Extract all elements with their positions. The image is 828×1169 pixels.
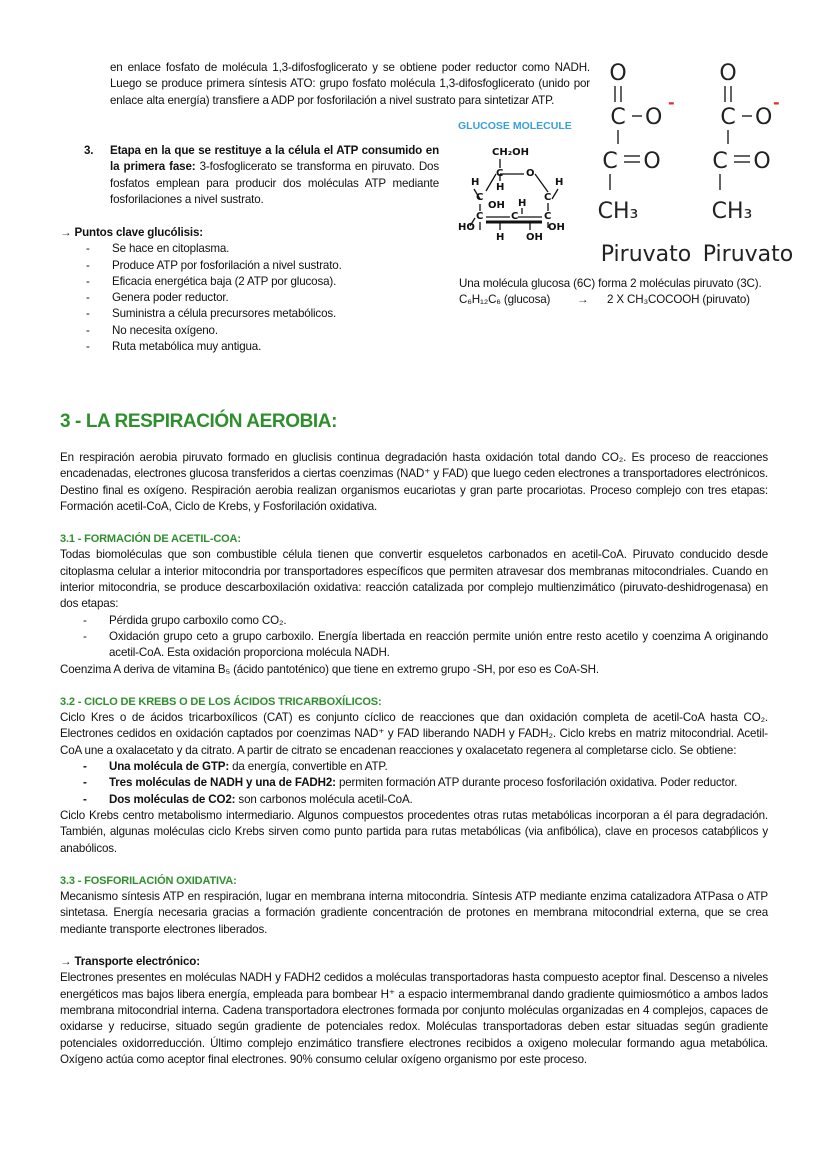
key-points-list xyxy=(86,241,390,355)
hydrogen-label: H xyxy=(518,198,527,209)
carbon-label: C xyxy=(720,105,736,130)
glucose-bonds xyxy=(456,118,591,258)
caption-line-2 xyxy=(459,292,799,308)
list-item: - Produce ATP por fosforilación a nivel sustrato. xyxy=(86,258,390,274)
methyl-label: CH₃ xyxy=(597,199,639,224)
oxygen-label: O xyxy=(645,105,663,130)
electron-transport-title: → Transporte electrónico: xyxy=(60,955,200,969)
electron-transport-paragraph: Electrones presentes en moléculas NADH y FADH2 cedidos a moléculas transportadoras hasta compuesto aceptor final. Descenso a niveles energéticos mas bajos libera energía, empleada para bombear H⁺ a espacio intermembranal dando gradiente quimiosmótico a ambos lados membrana mitocondrial interna. Cadena transportadora electrones formada por conjunto moléculas organizadas en 4 complejos, capaces de oxidarse y reducirse, situado según gradiente de potenciales redox. Moléculas transportadoras deben estar situadas según gradiente potenciales oxidorreducción. Último complejo enzimático transfiere electrones recibidos a oxigeno molecular formando agua metabólica. Oxígeno actúa como aceptor final electrones. 90% consumo celular oxígeno organismo por este proceso. xyxy=(60,971,768,1066)
list-item: - Ruta metabólica muy antigua. xyxy=(86,339,390,355)
carbon-label: C xyxy=(544,211,552,222)
oxygen-label: O xyxy=(643,149,661,174)
list-item: - Genera poder reductor. xyxy=(86,290,390,306)
carbon-label: C xyxy=(476,211,484,222)
hydroxyl-label: OH xyxy=(526,232,543,243)
hydrogen-label: H xyxy=(496,232,505,243)
list-item: - Suministra a célula precursores metabólicos. xyxy=(86,306,390,322)
list-item: - Pérdida grupo carboxilo como CO₂. xyxy=(83,613,768,629)
hydrogen-label: H xyxy=(496,182,505,193)
carbon-label: C xyxy=(511,211,519,222)
pyruvate-label: Piruvato xyxy=(600,242,692,267)
section-3-heading: 3 - LA RESPIRACIÓN AEROBIA: xyxy=(60,411,338,432)
section-3-1-list xyxy=(83,613,768,662)
pyruvate-figure xyxy=(592,58,802,268)
hydroxyl-label: OH xyxy=(548,222,565,233)
section-3-3-heading: 3.3 - FOSFORILACIÓN OXIDATIVA: xyxy=(60,874,237,887)
list-item: - Se hace en citoplasma. xyxy=(86,241,390,257)
step-3-text xyxy=(110,143,439,208)
caption-arrow: → xyxy=(577,293,589,307)
list-item: - No necesita oxígeno. xyxy=(86,323,390,339)
ring-oxygen-label: O xyxy=(526,168,535,179)
glucose-molecule-title: GLUCOSE MOLECULE xyxy=(458,120,572,132)
step-3-description: 3-fosfoglicerato se transforma en piruvato. Dos fosfatos emplean para producir dos moléculas ATP mediante fosforilaciones a nivel sustrato. xyxy=(110,160,440,206)
pyruvate-molecule-1 xyxy=(598,61,692,267)
section-3-1-paragraph: Todas biomoléculas que son combustible célula tienen que convertir esqueletos carbonados en acetil-CoA. Piruvato conducido desde citoplasma celular a interior mitocondria por transportadores específicos que permiten atravesar dos membranas mitocondriales. Cuando en interior mitocondria, se produce descarboxilación oxidativa: reacción catalizada por complejo multienzimático (piruvato-deshidrogenasa) en dos etapas: xyxy=(60,548,768,611)
list-item: - Oxidación grupo ceto a grupo carboxilo. Energía libertada en reacción permite unión entre resto acetilo y coenzima A originando acetil-CoA. Esta oxidación proporciona molécula NADH. xyxy=(83,629,768,662)
section-3-1-heading: 3.1 - FORMACIÓN DE ACETIL-COA: xyxy=(60,533,241,546)
section-3-intro: En respiración aerobia piruvato formado en gluclisis continua degradación hasta oxidación total dando CO₂. Es proceso de reacciones encadenadas, electrones glucosa transferidos a ciertas coenzimas (NAD⁺ y FAD) que luego ceden electrones a transportadores electrónicos. Destino final es oxígeno. Respiración aerobia realizan organismos eucariotas y gran parte procariotas. Proceso complejo con tres etapas: Formación acetil-CoA, Ciclo de Krebs, y Fosforilación oxidativa. xyxy=(60,451,768,513)
hydroxyl-label: OH xyxy=(488,200,505,211)
step-3-number: 3. xyxy=(84,144,94,157)
list-item: - Eficacia energética baja (2 ATP por glucosa). xyxy=(86,274,390,290)
figure-caption xyxy=(459,276,799,308)
key-points-block xyxy=(60,225,390,355)
ch2oh-label: CH₂OH xyxy=(492,147,529,158)
caption-line-1: Una molécula glucosa (6C) forma 2 moléculas piruvato (3C). xyxy=(459,277,762,290)
negative-charge-mark: - xyxy=(773,93,780,112)
section-3-3-paragraph: Mecanismo síntesis ATP en respiración, lugar en membrana interna mitocondria. Síntesis ATP mediante enzima catalizadora ATPasa o ATP sintetasa. Energía necesaria gracias a formación gradiente concentración de protones en membrana mitocondrial externa, que se crea mediante transporte electrones liberados. xyxy=(60,890,768,936)
step-3-block xyxy=(84,143,439,208)
section-3-2-paragraph: Ciclo Kres o de ácidos tricarboxílicos (CAT) es conjunto cíclico de reacciones que dan oxidación completa de acetil-CoA hasta CO₂. Electrones cedidos en oxidación captados por coenzimas NAD⁺ y FAD liberando NADH y FADH₂. Ciclo krebs en matriz mitocondrial. Acetil-CoA une a oxalacetato y da citrato. A partir de citrato se encadenan reacciones y oxalacetato regenera al completarse ciclo. Se obtiene: xyxy=(60,711,768,757)
oxygen-label: O xyxy=(719,61,737,86)
carbon-label: C xyxy=(712,149,728,174)
oxygen-label: O xyxy=(753,149,771,174)
hydroxyl-label: HO xyxy=(458,222,475,233)
caption-glucose-formula: C₆H₁₂C₆ (glucosa) xyxy=(459,293,551,307)
negative-charge-mark: - xyxy=(668,93,675,112)
list-item: - Dos moléculas de CO2: son carbonos molécula acetil-CoA. xyxy=(83,792,768,808)
glycolysis-paragraph-continued: en enlace fosfato de molécula 1,3-difosfoglicerato y se obtiene poder reductor como NADH. Luego se produce primera síntesis ATO: grupo fosfato molécula 1,3-difosfoglicerato (unido por enlace alta energía) transfiere a ADP por fosforilación a nivel sustrato para sintetizar ATP. xyxy=(110,61,590,107)
section-3-1-coenzyme-note: Coenzima A deriva de vitamina B₅ (ácido pantoténico) que tiene en extremo grupo -SH, por eso es CoA-SH. xyxy=(60,662,599,676)
carbon-label: C xyxy=(476,192,484,203)
list-item: - Una molécula de GTP: da energía, convertible en ATP. xyxy=(83,759,768,775)
carbon-label: C xyxy=(602,149,618,174)
methyl-label: CH₃ xyxy=(711,199,753,224)
step-3-title: Etapa en la que se restituye a la célula el ATP consumido en la primera fase: xyxy=(110,144,439,174)
hydrogen-label: H xyxy=(555,177,564,188)
pyruvate-label: Piruvato xyxy=(702,242,794,267)
glucose-molecule-figure xyxy=(456,118,591,258)
section-3-2-heading: 3.2 - CICLO DE KREBS O DE LOS ÁCIDOS TRICARBOXÍLICOS: xyxy=(60,695,382,708)
carbon-label: C xyxy=(544,192,552,203)
hydrogen-label: H xyxy=(471,177,480,188)
oxygen-label: O xyxy=(609,61,627,86)
oxygen-label: O xyxy=(755,105,773,130)
pyruvate-molecule-2 xyxy=(703,61,793,267)
section-3-2-closing-paragraph: Ciclo Krebs centro metabolismo intermediario. Algunos compuestos procedentes otras rutas metabólicas incorporan a él para degradación. También, algunas moléculas ciclo Krebs sirven como punto partida para rutas metabólicas (via anfibólica), clave en procesos catabṕlicos y anabólicos. xyxy=(60,808,768,855)
main-content xyxy=(60,450,768,1068)
carbon-label: C xyxy=(496,168,504,179)
carbon-label: C xyxy=(610,105,626,130)
list-item: - Tres moléculas de NADH y una de FADH2: permiten formación ATP durante proceso fosforilación oxidativa. Poder reductor. xyxy=(83,775,768,791)
caption-pyruvate-formula: 2 X CH₃COCOOH (piruvato) xyxy=(607,293,750,307)
section-3-2-list xyxy=(83,759,768,808)
key-points-title: → Puntos clave glucólisis: xyxy=(60,226,203,239)
